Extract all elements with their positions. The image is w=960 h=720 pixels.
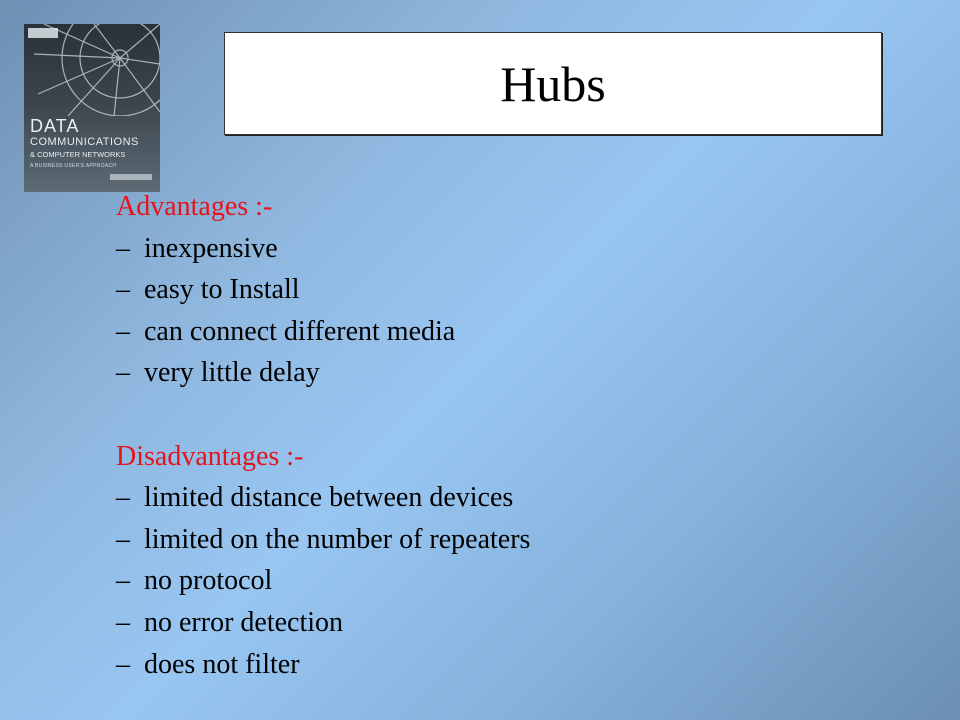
list-item-text: no protocol xyxy=(144,565,273,597)
bullet-dash: – xyxy=(116,274,130,306)
list-item-text: very little delay xyxy=(144,357,320,389)
slide-body xyxy=(116,186,530,685)
bullet-dash: – xyxy=(116,315,130,347)
slide-title: Hubs xyxy=(500,55,606,112)
list-item xyxy=(116,519,530,561)
book-title-line-1: DATA xyxy=(30,116,80,136)
list-item xyxy=(116,311,530,353)
edition-label xyxy=(110,174,152,180)
list-item-text: does not filter xyxy=(144,648,300,680)
list-item xyxy=(116,602,530,644)
list-item xyxy=(116,560,530,602)
book-cover-image xyxy=(24,24,160,192)
bullet-dash: – xyxy=(116,523,130,555)
bullet-dash: – xyxy=(116,648,130,680)
bullet-dash: – xyxy=(116,482,130,514)
bullet-dash: – xyxy=(116,357,130,389)
list-item-text: limited on the number of repeaters xyxy=(144,523,531,555)
list-item-text: limited distance between devices xyxy=(144,482,514,514)
list-item-text: easy to Install xyxy=(144,274,300,306)
list-item xyxy=(116,352,530,394)
disadvantages-heading: Disadvantages :- xyxy=(116,440,304,472)
bullet-dash: – xyxy=(116,232,130,264)
list-item-text: inexpensive xyxy=(144,232,278,264)
advantages-heading: Advantages :- xyxy=(116,191,273,222)
list-item xyxy=(116,644,530,686)
book-title-line-3: & COMPUTER NETWORKS xyxy=(30,150,126,159)
section-spacer xyxy=(116,394,530,436)
book-subtitle: A BUSINESS USER'S APPROACH xyxy=(30,163,117,169)
list-item xyxy=(116,477,530,519)
list-item-text: can connect different media xyxy=(144,315,456,347)
bullet-dash: – xyxy=(116,565,130,597)
list-item xyxy=(116,228,530,270)
list-item xyxy=(116,269,530,311)
list-item-text: no error detection xyxy=(144,606,344,638)
slide-title-box xyxy=(224,32,882,135)
book-title-line-2: COMMUNICATIONS xyxy=(30,136,139,148)
bullet-dash: – xyxy=(116,606,130,638)
publisher-logo xyxy=(28,28,58,38)
